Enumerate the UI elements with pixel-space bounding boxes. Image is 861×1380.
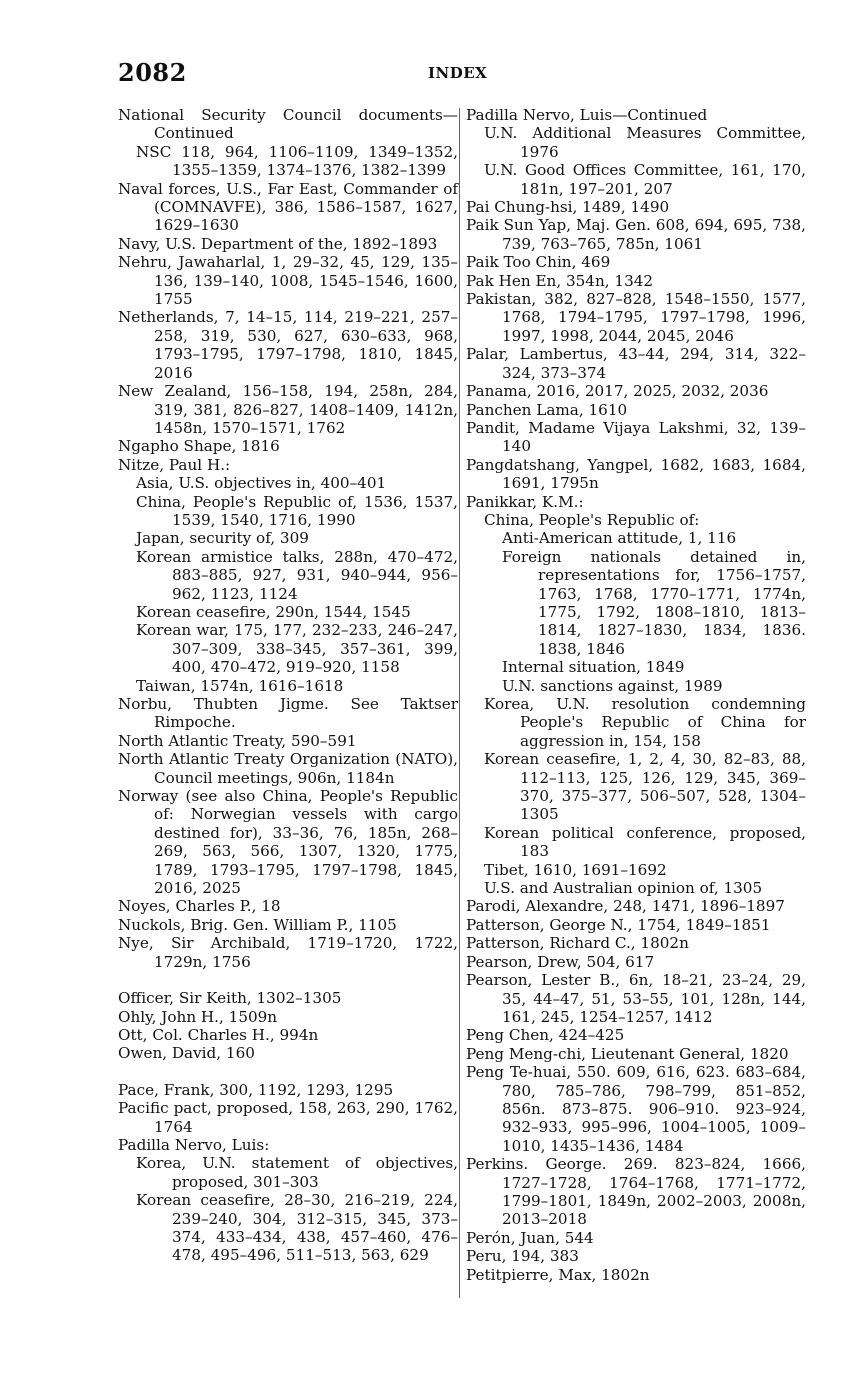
index-entry: Padilla Nervo, Luis: [118,1135,270,1154]
index-entry: Ohly, John H., 1509n [118,1007,278,1026]
index-subentry: Internal situation, 1849 [502,658,685,677]
index-entry: Panchen Lama, 1610 [466,400,628,419]
index-entry: Parodi, Alexandre, 248, 1471, 1896–1897 [466,897,785,916]
index-subentry: NSC 118, 964, 1106–1109, 1349–1352, 1355–1359, 1374–1376, 1382–1399 [136,142,458,180]
index-subentry: Korean armistice talks, 288n, 470–472, 883–885, 927, 931, 940–944, 956–962, 1123, 1124 [136,547,458,603]
index-subentry: China, People's Republic of: [484,510,700,529]
index-entry: Norbu, Thubten Jigme. See Taktser Rimpoche. [118,695,458,732]
index-entry: Pai Chung-hsi, 1489, 1490 [466,198,670,217]
index-subentry: Korean political conference, proposed, 183 [484,823,806,861]
index-entry: Nuckols, Brig. Gen. William P., 1105 [118,915,397,934]
index-entry: Padilla Nervo, Luis—Continued [466,106,708,124]
index-entry: Peng Te-huai, 550. 609, 616, 623. 683–684, 780, 785–786, 798–799, 851–852, 856n. 873–875. 906–910. 923–924, 932–933, 995–996, 1004–1005, 1009–1010, 1435–1436, 1484 [466,1063,806,1155]
index-entry: Nehru, Jawaharlal, 1, 29–32, 45, 129, 135–136, 139–140, 1008, 1545–1546, 1600, 1755 [118,253,458,309]
index-entry: Nye, Sir Archibald, 1719–1720, 1722, 1729n, 1756 [118,934,458,971]
running-head: INDEX [428,64,488,82]
index-entry: Ott, Col. Charles H., 994n [118,1025,319,1044]
index-entry: Paik Sun Yap, Maj. Gen. 608, 694, 695, 738, 739, 763–765, 785n, 1061 [466,216,806,253]
index-entry: Navy, U.S. Department of the, 1892–1893 [118,234,438,253]
index-entry: Palar, Lambertus, 43–44, 294, 314, 322–324, 373–374 [466,345,806,382]
index-entry: Pak Hen En, 354n, 1342 [466,271,654,290]
index-entry: Panama, 2016, 2017, 2025, 2032, 2036 [466,382,769,401]
index-subentry: U.N. Good Offices Committee, 161, 170, 181n, 197–201, 207 [484,161,806,198]
index-entry: Patterson, George N., 1754, 1849–1851 [466,915,771,934]
index-entry: Pakistan, 382, 827–828, 1548–1550, 1577, 1768, 1794–1795, 1797–1798, 1996, 1997, 1998, 2044, 2045, 2046 [466,290,806,345]
index-subentry: U.N. sanctions against, 1989 [502,676,723,695]
index-subentry: U.N. Additional Measures Committee, 1976 [484,124,806,161]
index-entry: Pangdatshang, Yangpel, 1682, 1683, 1684, 1691, 1795n [466,455,806,493]
index-subentry: Korea, U.N. resolution condemning People's Republic of China for aggression in, 154, 158 [484,695,806,750]
index-entry: Netherlands, 7, 14–15, 114, 219–221, 257–258, 319, 530, 627, 630–633, 968, 1793–1795, 1797–1798, 1810, 1845, 2016 [118,308,458,382]
index-entry: North Atlantic Treaty, 590–591 [118,731,357,750]
index-entry: National Security Council documents—Continued [118,106,458,143]
index-entry: Petitpierre, Max, 1802n [466,1265,650,1284]
index-subentry: Foreign nationals detained in, representations for, 1756–1757, 1763, 1768, 1770–1771, 1774n, 1775, 1792, 1808–1810, 1813–1814, 1827–1830, 1834, 1836. 1838, 1846 [502,547,806,658]
index-entry: Officer, Sir Keith, 1302–1305 [118,989,342,1008]
index-entry: New Zealand, 156–158, 194, 258n, 284, 319, 381, 826–827, 1408–1409, 1412n, 1458n, 1570–1571, 1762 [118,382,458,437]
index-entry: Peng Meng-chi, Lieutenant General, 1820 [466,1044,789,1063]
index-subentry: Korean war, 175, 177, 232–233, 246–247, 307–309, 338–345, 357–361, 399, 400, 470–472, 919–920, 1158 [136,621,458,677]
index-entry: Owen, David, 160 [118,1044,255,1063]
index-subentry: Korean ceasefire, 28–30, 216–219, 224, 239–240, 304, 312–315, 345, 373–374, 433–434, 438, 457–460, 476–478, 495–496, 511–513, 563, 629 [136,1191,458,1265]
index-entry: Paik Too Chin, 469 [466,253,611,272]
index-entry: Perkins. George. 269. 823–824, 1666, 1727–1728, 1764–1768, 1771–1772, 1799–1801, 1849n, 2002–2003, 2008n, 2013–2018 [466,1155,806,1229]
index-entry: Peng Chen, 424–425 [466,1026,625,1045]
index-entry: Peru, 194, 383 [466,1247,579,1266]
index-entry: Pace, Frank, 300, 1192, 1293, 1295 [118,1080,394,1099]
index-subentry: Korean ceasefire, 1, 2, 4, 30, 82–83, 88, 112–113, 125, 126, 129, 345, 369–370, 375–377, 506–507, 528, 1304–1305 [484,750,806,824]
index-entry: Pandit, Madame Vijaya Lakshmi, 32, 139–140 [466,418,806,456]
index-entry: Pacific pact, proposed, 158, 263, 290, 1762, 1764 [118,1099,458,1136]
index-entry: Ngapho Shape, 1816 [118,437,280,456]
index-subentry: China, People's Republic of, 1536, 1537, 1539, 1540, 1716, 1990 [136,492,458,529]
index-entry: Pearson, Drew, 504, 617 [466,952,655,971]
index-entry: Nitze, Paul H.: [118,455,231,474]
index-entry: Pearson, Lester B., 6n, 18–21, 23–24, 29, 35, 44–47, 51, 53–55, 101, 128n, 144, 161, 245, 1254–1257, 1412 [466,971,806,1026]
index-entry: Naval forces, U.S., Far East, Commander of (COMNAVFE), 386, 1586–1587, 1627, 1629–1630 [118,179,458,235]
index-entry: Panikkar, K.M.: [466,492,584,511]
index-entry: Noyes, Charles P., 18 [118,897,281,916]
index-entry: Perón, Juan, 544 [466,1228,594,1247]
index-entry: Norway (see also China, People's Republic of: Norwegian vessels with cargo destined for), 33–36, 76, 185n, 268–269, 563, 566, 1307, 1320, 1775, 1789, 1793–1795, 1797–1798, 1845, 2016, 2025 [118,787,458,898]
page-number: 2082 [118,58,187,87]
index-column-left [118,106,458,1265]
index-subentry: Anti-American attitude, 1, 116 [502,529,737,548]
index-subentry: U.S. and Australian opinion of, 1305 [484,879,763,898]
index-column-right [466,106,806,1284]
index-entry: North Atlantic Treaty Organization (NATO), Council meetings, 906n, 1184n [118,750,458,787]
index-subentry: Korean ceasefire, 290n, 1544, 1545 [136,602,411,621]
index-entry: Patterson, Richard C., 1802n [466,934,689,953]
index-subentry: Tibet, 1610, 1691–1692 [484,860,667,879]
index-subentry: Asia, U.S. objectives in, 400–401 [136,474,387,493]
index-subentry: Japan, security of, 309 [136,529,309,548]
index-subentry: Taiwan, 1574n, 1616–1618 [136,676,344,695]
column-divider [459,108,460,1298]
index-subentry: Korea, U.N. statement of objectives, proposed, 301–303 [136,1154,458,1191]
